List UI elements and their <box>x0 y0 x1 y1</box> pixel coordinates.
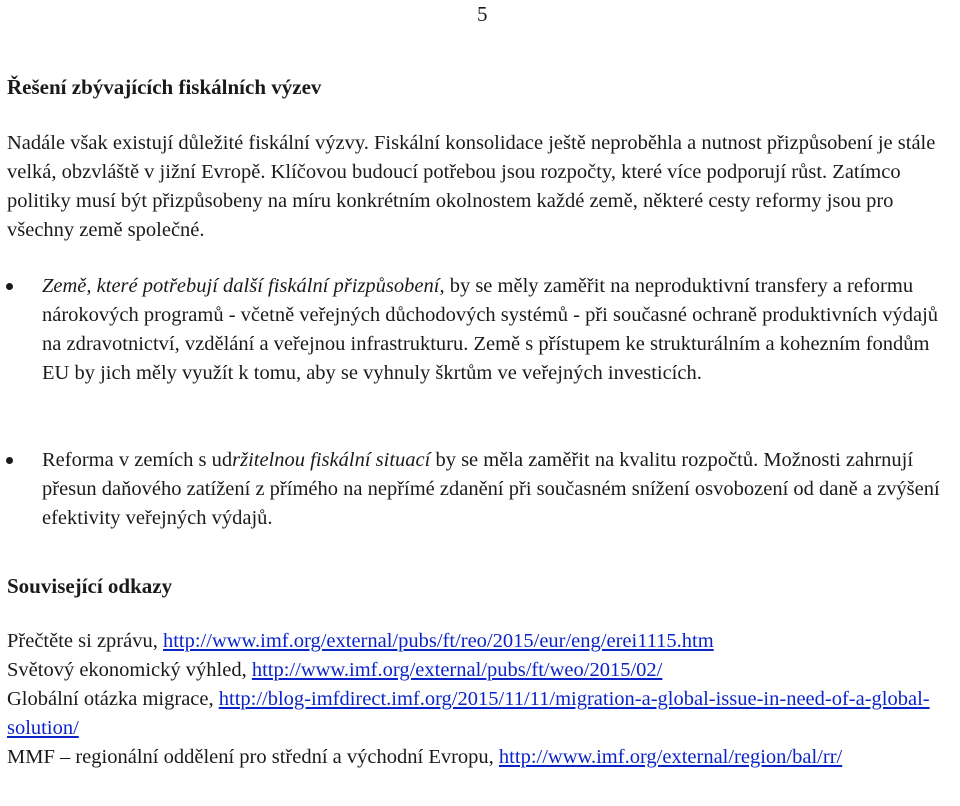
link-label: Globální otázka migrace, <box>7 688 219 710</box>
link-label: MMF – regionální oddělení pro střední a východní Evropu, <box>7 746 499 768</box>
weo-link[interactable]: http://www.imf.org/external/pubs/ft/weo/2015/02/ <box>251 659 663 681</box>
section-heading-fiscal-challenges: Řešení zbývajících fiskálních výzev <box>7 75 322 99</box>
link-label: Světový ekonomický výhled, <box>7 659 252 681</box>
migration-blog-link[interactable]: http://blog-imfdirect.imf.org/2015/11/11/migration-a-global-issue-in-need-of-a-global-solution/ <box>7 688 930 739</box>
bullet-body-end: by se měla zaměřit na kvalitu rozpočtů. Možnosti zahrnují přesun daňového zatížení z přímého na nepřímé zdanění při současném snížení osvobození od daně a zvýšení efektivity veřejných výdajů. <box>42 449 940 529</box>
bullet-icon <box>6 283 13 290</box>
link-row-report <box>7 627 957 656</box>
page-number: 5 <box>477 2 488 26</box>
bullet-text <box>42 446 960 533</box>
bullet-body-start: Reforma v zemích s ud <box>42 449 233 471</box>
section-heading-related-links: Související odkazy <box>7 574 173 598</box>
intro-paragraph: Nadále však existují důležité fiskální výzvy. Fiskální konsolidace ještě neproběhla a nutnost přizpůsobení je stále velká, obzvláště v jižní Evropě. Klíčovou budoucí potřebou jsou rozpočty, které více podporují růst. Zatímco politiky musí být přizpůsobeny na míru konkrétním okolnostem každé země, některé cesty reformy jsou pro všechny země společné. <box>7 132 936 241</box>
link-row-migration <box>7 685 957 743</box>
bullet-italic-phrase: ržitelnou fiskální situací <box>232 449 431 471</box>
bullet-italic-lead: Země, které potřebují další fiskální přizpůsobení <box>42 275 440 297</box>
regional-office-link[interactable]: http://www.imf.org/external/region/bal/rr/ <box>498 746 843 768</box>
report-link[interactable]: http://www.imf.org/external/pubs/ft/reo/2015/eur/eng/erei1115.htm <box>162 630 714 652</box>
link-row-weo <box>7 656 957 685</box>
bullet-icon <box>6 457 13 464</box>
bullet-text <box>42 272 960 388</box>
link-label: Přečtěte si zprávu, <box>7 630 163 652</box>
bullet-body: , by se měly zaměřit na neproduktivní transfery a reformu nárokových programů - včetně veřejných důchodových systémů - při současné ochraně produktivních výdajů na zdravotnictví, vzdělání a veřejnou infrastrukturu. Země s přístupem ke strukturálním a kohezním fondům EU by jich měly využít k tomu, aby se vyhnuly škrtům ve veřejných investicích. <box>42 275 939 384</box>
link-row-regional <box>7 743 957 772</box>
related-links-list <box>7 627 957 772</box>
